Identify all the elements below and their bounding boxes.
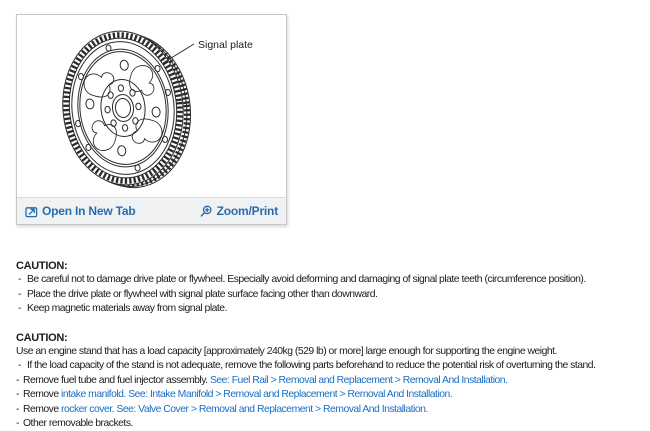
line-text: Use an engine stand that has a load capacity [approximately 240kg (529 lb) or more] large enough for supporting the engine weight.: [16, 346, 557, 358]
line-text: Remove: [22, 389, 62, 401]
zoom-magnifier-icon: [200, 205, 213, 218]
caution-line: [16, 302, 650, 316]
open-in-new-tab-label: Open In New Tab: [42, 204, 136, 218]
bullet-dash: -: [18, 360, 21, 372]
line-text: Remove fuel tube and fuel injector assembly.: [22, 374, 210, 386]
caution-line: [16, 359, 650, 373]
caution-line: [16, 417, 650, 431]
flywheel-figure: [17, 15, 284, 197]
figure-card: [16, 14, 287, 225]
line-text: If the load capacity of the stand is not adequate, remove the following parts beforehand to reduce the potential risk of overturning the stand.: [26, 360, 596, 372]
bullet-dash: -: [18, 288, 21, 300]
caution-heading: CAUTION:: [16, 260, 68, 272]
bullet-dash: -: [16, 403, 19, 415]
flywheel-drawing: [17, 15, 284, 197]
caution-heading: CAUTION:: [16, 331, 68, 344]
caution-sections: [16, 259, 650, 431]
caution-line: [16, 273, 650, 287]
open-in-new-tab-link[interactable]: [25, 204, 135, 218]
see-reference-link[interactable]: rocker cover. See: Valve Cover > Removal and Replacement > Removal And Installation.: [61, 403, 428, 415]
bullet-dash: -: [18, 274, 21, 286]
caution-line: [16, 288, 650, 302]
caution-line: [16, 374, 650, 388]
see-reference-link[interactable]: intake manifold. See: Intake Manifold > Removal and Replacement > Removal And Installation.: [61, 389, 453, 401]
line-text: Be careful not to damage drive plate or flywheel. Especially avoid deforming and damaging of signal plate teeth (circumference position).: [26, 274, 586, 286]
line-text: Place the drive plate or flywheel with signal plate surface facing other than downward.: [26, 288, 378, 300]
zoom-print-label: Zoom/Print: [216, 204, 278, 218]
line-text: Remove: [22, 403, 62, 415]
bullet-dash: -: [16, 418, 19, 430]
bullet-dash: -: [16, 374, 19, 386]
zoom-print-link[interactable]: [200, 204, 278, 218]
bullet-dash: -: [16, 389, 19, 401]
figure-footer: [17, 197, 286, 224]
bullet-dash: -: [18, 303, 21, 315]
line-text: Keep magnetic materials away from signal plate.: [26, 303, 227, 315]
see-reference-link[interactable]: See: Fuel Rail > Removal and Replacement > Removal And Installation.: [209, 374, 508, 386]
open-in-new-tab-icon: [25, 205, 38, 218]
figure-callout-label: Signal plate: [198, 39, 253, 51]
caution-line: [16, 388, 650, 402]
line-text: Other removable brackets.: [22, 418, 133, 430]
caution-line: [16, 403, 650, 417]
caution-line: [16, 345, 650, 359]
